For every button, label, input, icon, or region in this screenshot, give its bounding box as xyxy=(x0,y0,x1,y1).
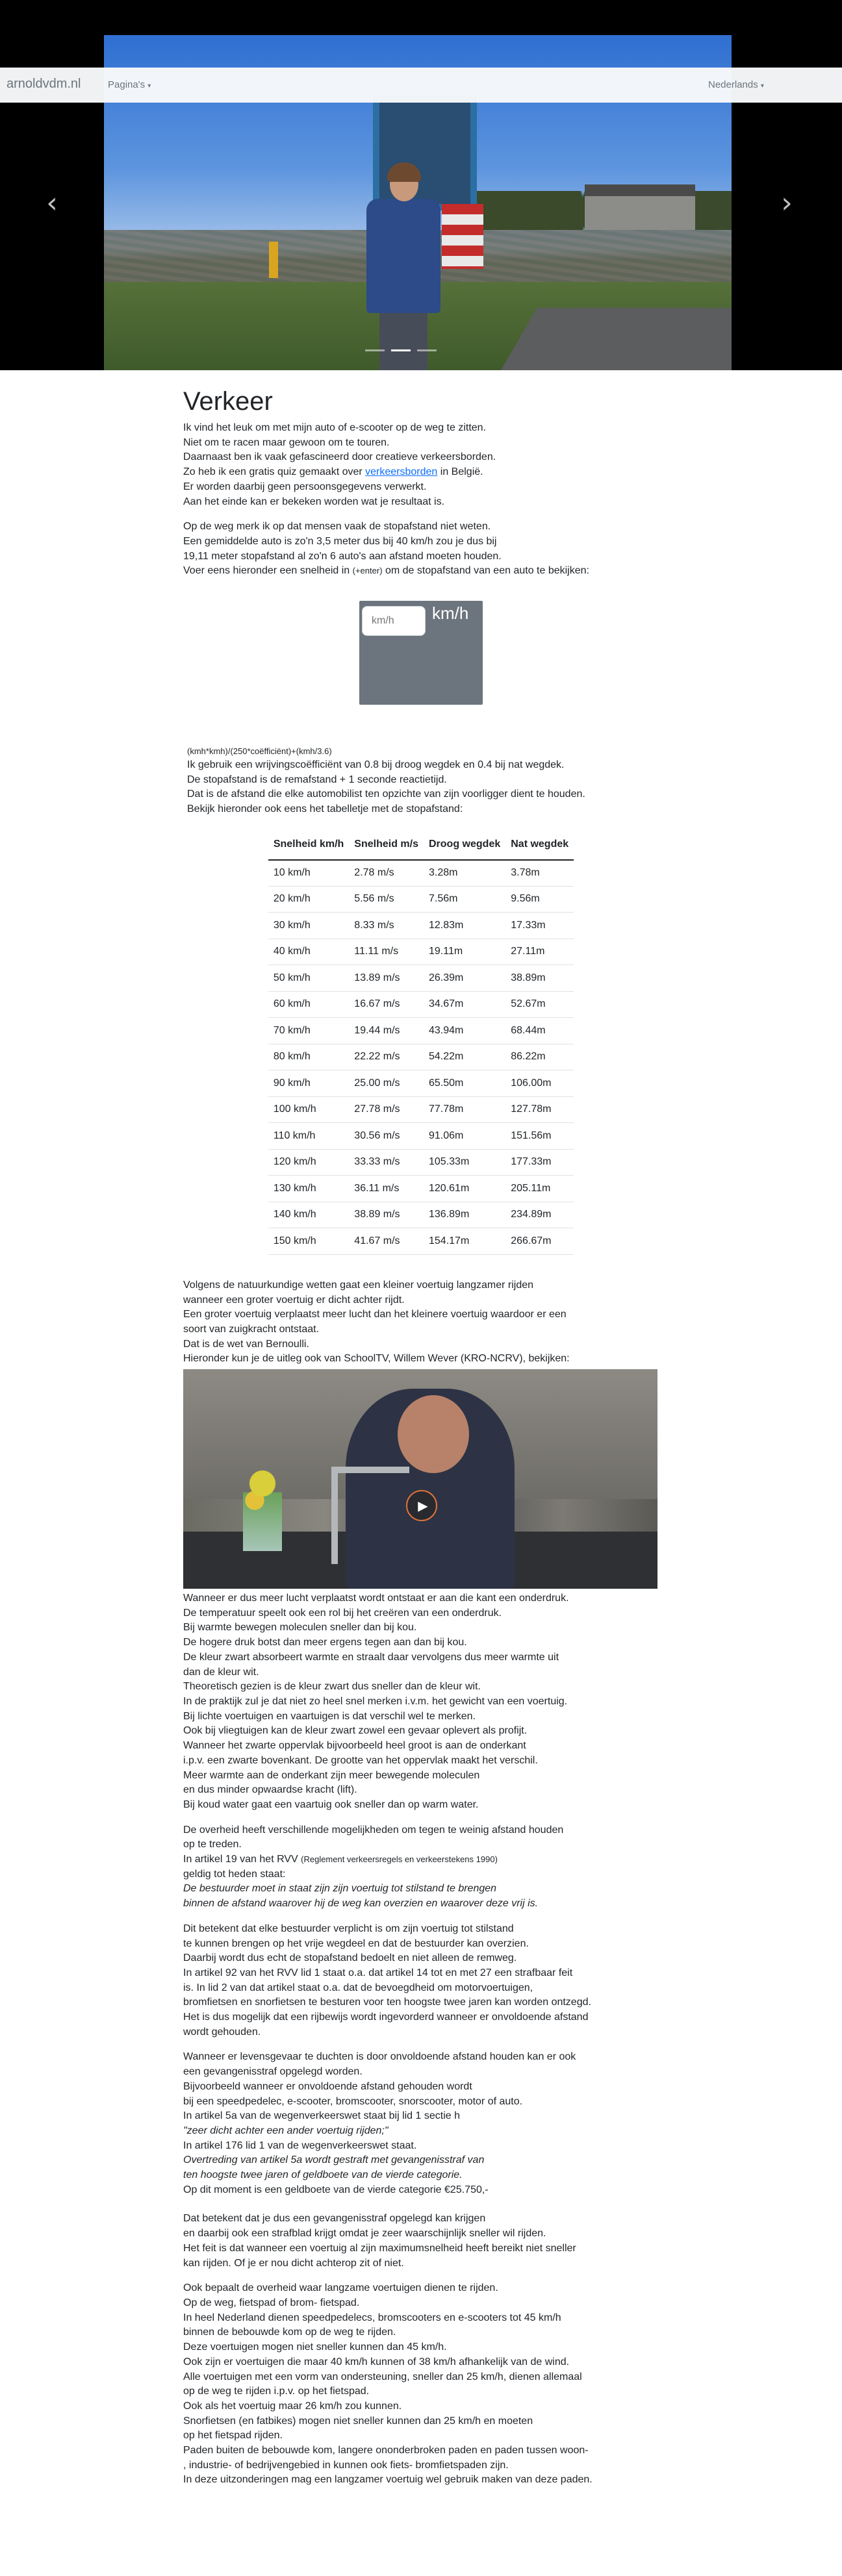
table-row xyxy=(268,1123,574,1150)
text-line: Ook als het voertuig maar 26 km/h zou kunnen. xyxy=(183,2400,402,2412)
column-header: Snelheid km/h xyxy=(268,830,349,860)
table-cell: 7.56m xyxy=(424,886,505,913)
table-row xyxy=(268,886,574,913)
table-row xyxy=(268,1202,574,1228)
video-tap-graphic xyxy=(331,1467,409,1473)
table-row xyxy=(268,1096,574,1123)
house-graphic xyxy=(585,184,695,230)
text-line: Meer warmte aan de onderkant zijn meer bewegende moleculen xyxy=(183,1769,480,1781)
table-cell: 130 km/h xyxy=(268,1176,349,1202)
text-line: Ook zijn er voertuigen die maar 40 km/h kunnen of 38 km/h afhankelijk van de wind. xyxy=(183,2356,570,2368)
text-line: Volgens de natuurkundige wetten gaat een kleiner voertuig langzamer rijden xyxy=(183,1279,534,1291)
text-line: en daarbij ook een strafblad krijgt omdat je zeer waarschijnlijk sneller wil rijden. xyxy=(183,2228,546,2240)
table-cell: 65.50m xyxy=(424,1070,505,1097)
text-line: bromfietsen en snorfietsen te besturen voor ten hoogste twee jaren kan worden ontzegd. xyxy=(183,1997,591,2008)
navbar xyxy=(0,68,842,103)
table-cell: 41.67 m/s xyxy=(349,1228,424,1255)
intro-paragraph xyxy=(183,421,659,509)
text-line: Op de weg merk ik op dat mensen vaak de stopafstand niet weten. xyxy=(183,521,491,533)
text-line: De temperatuur speelt ook een rol bij het creëren van een onderdruk. xyxy=(183,1607,502,1619)
table-cell: 43.94m xyxy=(424,1018,505,1044)
text-line: In heel Nederland dienen speedpedelecs, bromscooters en e-scooters tot 45 km/h xyxy=(183,2312,561,2323)
table-cell: 3.28m xyxy=(424,860,505,887)
text-line: In deze uitzonderingen mag een langzamer voertuig wel gebruik maken van deze paden. xyxy=(183,2474,593,2486)
meaning-paragraph xyxy=(183,1922,659,2040)
text-line: bij een speedpedelec, e-scooter, bromscooter, snorscooter, motor of auto. xyxy=(183,2095,523,2107)
table-cell: 106.00m xyxy=(505,1070,574,1097)
text-line: is. In lid 2 van dat artikel staat o.a. dat de bevoegdheid om motorvoertuigen, xyxy=(183,1982,533,1993)
text-line: De overheid heeft verschillende mogelijkheden om tegen te weinig afstand houden xyxy=(183,1824,564,1836)
table-cell: 80 km/h xyxy=(268,1044,349,1070)
hero-carousel xyxy=(0,0,842,370)
text-line: geldig tot heden staat: xyxy=(183,1868,286,1880)
text-span: om de stopafstand van een auto te bekijken: xyxy=(382,565,589,577)
table-cell: 3.78m xyxy=(505,860,574,887)
text-span: In artikel 19 van het RVV xyxy=(183,1854,301,1865)
text-line: De hogere druk botst dan meer ergens tegen aan dan bij kou. xyxy=(183,1637,467,1648)
table-cell: 105.33m xyxy=(424,1149,505,1176)
law-quote: De bestuurder moet in staat zijn zijn voertuig tot stilstand te brengen xyxy=(183,1883,497,1895)
text-line: Bijvoorbeeld wanneer er onvoldoende afstand gehouden wordt xyxy=(183,2080,472,2092)
text-line: Er worden daarbij geen persoonsgegevens verwerkt. xyxy=(183,481,427,492)
red-white-sign-graphic xyxy=(442,204,483,269)
table-cell: 154.17m xyxy=(424,1228,505,1255)
caret-down-icon: ▾ xyxy=(760,82,764,90)
text-line: Dat is de afstand die elke automobilist ten opzichte van zijn voorligger dient te houden. xyxy=(187,789,585,800)
text-line: In artikel 92 van het RVV lid 1 staat o.a. dat artikel 14 tot en met 27 een strafbaar feit xyxy=(183,1967,573,1978)
text-line: Alle voertuigen met een vorm van ondersteuning, sneller dan 25 km/h, dienen allemaal xyxy=(183,2371,582,2382)
table-cell: 30 km/h xyxy=(268,913,349,939)
stop-intro-paragraph xyxy=(183,520,659,579)
text-line: i.p.v. een zwarte bovenkant. De grootte van het oppervlak maakt het verschil. xyxy=(183,1754,538,1766)
play-icon: ▶ xyxy=(418,1497,428,1513)
speed-unit-label: km/h xyxy=(432,603,469,624)
text-line: een gevangenisstraf opgelegd worden. xyxy=(183,2066,363,2078)
table-header-row xyxy=(268,830,574,860)
table-cell: 40 km/h xyxy=(268,939,349,965)
text-line: Niet om te racen maar gewoon om te touren. xyxy=(183,436,390,448)
text-span: Zo heb ik een gratis quiz gemaakt over xyxy=(183,466,366,478)
text-line: Dat is de wet van Bernoulli. xyxy=(183,1338,309,1350)
column-header: Nat wegdek xyxy=(505,830,574,860)
table-cell: 54.22m xyxy=(424,1044,505,1070)
table-cell: 140 km/h xyxy=(268,1202,349,1228)
play-button[interactable] xyxy=(406,1490,437,1521)
video-flowers-graphic xyxy=(243,1467,282,1551)
text-line: wanneer een groter voertuig er dicht achter rijdt. xyxy=(183,1294,405,1306)
text-line: Op dit moment is een geldboete van de vierde categorie €25.750,- xyxy=(183,2184,489,2195)
page-title: Verkeer xyxy=(183,387,273,416)
text-line: Een gemiddelde auto is zo'n 3,5 meter dus bij 40 km/h zou je dus bij xyxy=(183,535,497,547)
text-line: Theoretisch gezien is de kleur zwart dus sneller dan de kleur wit. xyxy=(183,1681,481,1693)
text-line: In artikel 5a van de wegenverkeerswet staat bij lid 1 sectie h xyxy=(183,2110,461,2122)
table-cell: 2.78 m/s xyxy=(349,860,424,887)
consequence-paragraph xyxy=(183,2212,659,2271)
table-row xyxy=(268,1228,574,1255)
table-cell: 68.44m xyxy=(505,1018,574,1044)
carousel-indicator[interactable] xyxy=(417,349,437,351)
formula-text: (kmh*kmh)/(250*coëfficiënt)+(kmh/3.6) xyxy=(187,746,332,757)
text-line: Deze voertuigen mogen niet sneller kunnen dan 45 km/h. xyxy=(183,2342,447,2353)
text-line: Dat betekent dat je dus een gevangenisstraf opgelegd kan krijgen xyxy=(183,2213,486,2225)
text-line: Bekijk hieronder ook eens het tabelletje met de stopafstand: xyxy=(187,803,463,815)
brand-link[interactable]: arnoldvdm.nl xyxy=(6,77,81,91)
person-body-graphic xyxy=(366,199,440,313)
table-cell: 205.11m xyxy=(505,1176,574,1202)
table-row xyxy=(268,860,574,887)
stop-distance-calculator xyxy=(359,601,483,705)
table-cell: 26.39m xyxy=(424,965,505,992)
text-line: Bij warmte bewegen moleculen sneller dan bij kou. xyxy=(183,1622,417,1634)
table-cell: 52.67m xyxy=(505,991,574,1018)
video-face-graphic xyxy=(398,1395,469,1473)
table-cell: 19.44 m/s xyxy=(349,1018,424,1044)
law-quote: binnen de afstand waarover hij de weg kan overzien en waarover deze vrij is. xyxy=(183,1898,539,1910)
speed-prompt-line xyxy=(183,564,659,579)
text-line: De kleur zwart absorbeert warmte en straalt daar vervolgens dus meer warmte uit xyxy=(183,1651,559,1663)
table-cell: 17.33m xyxy=(505,913,574,939)
carousel-indicator[interactable] xyxy=(365,349,385,351)
text-line: Wanneer het zwarte oppervlak bijvoorbeeld heel groot is aan de onderkant xyxy=(183,1740,526,1752)
law-paragraph xyxy=(183,1823,659,1912)
text-line: In de praktijk zul je dat niet zo heel snel merken i.v.m. het gewicht van een voertuig. xyxy=(183,1695,568,1707)
stop-distance-table xyxy=(268,830,574,1255)
table-cell: 127.78m xyxy=(505,1096,574,1123)
text-line: In artikel 176 lid 1 van de wegenverkeerswet staat. xyxy=(183,2140,417,2151)
carousel-indicators xyxy=(365,349,437,351)
table-cell: 27.11m xyxy=(505,939,574,965)
table-cell: 90 km/h xyxy=(268,1070,349,1097)
table-row xyxy=(268,1070,574,1097)
table-cell: 25.00 m/s xyxy=(349,1070,424,1097)
law-quote: "zeer dicht achter een ander voertuig rijden;" xyxy=(183,2125,389,2136)
table-row xyxy=(268,1018,574,1044)
text-line: Bij koud water gaat een vaartuig ook sneller dan op warm water. xyxy=(183,1799,479,1810)
text-line: en dus minder opwaardse kracht (lift). xyxy=(183,1784,357,1796)
table-cell: 120 km/h xyxy=(268,1149,349,1176)
text-line: dan de kleur wit. xyxy=(183,1666,259,1678)
text-line: Op de weg, fietspad of brom- fietspad. xyxy=(183,2297,360,2308)
text-line: , industrie- of bedrijvengebied in kunnen ook fiets- bromfietspaden zijn. xyxy=(183,2459,509,2471)
table-cell: 22.22 m/s xyxy=(349,1044,424,1070)
slow-vehicles-paragraph xyxy=(183,2281,659,2488)
pages-dropdown-label: Pagina's xyxy=(108,79,146,90)
caret-down-icon: ▾ xyxy=(147,82,151,90)
video-player[interactable] xyxy=(183,1369,657,1589)
text-span: in België. xyxy=(437,466,483,478)
text-line: Bij lichte voertuigen en vaartuigen is dat verschil wel te merken. xyxy=(183,1710,476,1722)
table-cell: 36.11 m/s xyxy=(349,1176,424,1202)
text-line: 19,11 meter stopafstand al zo'n 6 auto's aan afstand moeten houden. xyxy=(183,550,502,562)
text-line: Ook bij vliegtuigen kan de kleur zwart zowel een gevaar oplevert als profijt. xyxy=(183,1725,528,1737)
traffic-sign-graphic xyxy=(373,96,477,210)
law-quote: ten hoogste twee jaren of geldboete van de vierde categorie. xyxy=(183,2169,463,2181)
text-line: op te treden. xyxy=(183,1839,242,1850)
table-cell: 234.89m xyxy=(505,1202,574,1228)
carousel-indicator-active[interactable] xyxy=(391,349,411,351)
text-line: Het feit is dat wanneer een voertuig al zijn maximumsnelheid heeft bereikt niet sneller xyxy=(183,2242,576,2254)
table-row xyxy=(268,939,574,965)
text-line: Paden buiten de bebouwde kom, langere ononderbroken paden en paden tussen woon- xyxy=(183,2445,589,2456)
table-cell: 60 km/h xyxy=(268,991,349,1018)
column-header: Droog wegdek xyxy=(424,830,505,860)
text-line: op de weg te rijden i.p.v. op het fietspad. xyxy=(183,2386,370,2397)
table-cell: 77.78m xyxy=(424,1096,505,1123)
table-cell: 30.56 m/s xyxy=(349,1123,424,1150)
column-header: Snelheid m/s xyxy=(349,830,424,860)
article xyxy=(183,386,659,2498)
language-dropdown[interactable] xyxy=(708,79,764,90)
text-line: kan rijden. Of je er nou dicht achterop zit of niet. xyxy=(183,2257,404,2269)
text-line: Ook bepaalt de overheid waar langzame voertuigen dienen te rijden. xyxy=(183,2282,498,2294)
table-cell: 38.89m xyxy=(505,965,574,992)
danger-paragraph xyxy=(183,2050,659,2197)
table-cell: 9.56m xyxy=(505,886,574,913)
text-line: Een groter voertuig verplaatst meer lucht dan het kleinere voertuig waardoor er een xyxy=(183,1309,567,1320)
text-line: wordt gehouden. xyxy=(183,2026,261,2038)
table-cell: 5.56 m/s xyxy=(349,886,424,913)
person-legs-graphic xyxy=(379,308,427,370)
text-line: Hieronder kun je de uitleg ook van SchoolTV, Willem Wever (KRO-NCRV), bekijken: xyxy=(183,1353,570,1365)
chevron-right-icon: › xyxy=(781,186,793,220)
table-row xyxy=(268,1149,574,1176)
text-line: Snorfietsen (en fatbikes) mogen niet sneller kunnen dan 25 km/h en moeten xyxy=(183,2415,533,2427)
chevron-left-icon: ‹ xyxy=(46,186,58,220)
table-row xyxy=(268,1044,574,1070)
text-line: Ik vind het leuk om met mijn auto of e-scooter op de weg te zitten. xyxy=(183,422,487,433)
table-cell: 16.67 m/s xyxy=(349,991,424,1018)
text-line: op het fietspad rijden. xyxy=(183,2430,283,2442)
table-cell: 12.83m xyxy=(424,913,505,939)
bernoulli-paragraph xyxy=(183,1278,659,1367)
yellow-post-graphic xyxy=(269,242,278,278)
quiz-link[interactable]: verkeersborden xyxy=(365,466,438,478)
table-cell: 100 km/h xyxy=(268,1096,349,1123)
speed-input[interactable] xyxy=(362,606,426,636)
table-cell: 120.61m xyxy=(424,1176,505,1202)
law-quote: Overtreding van artikel 5a wordt gestraft met gevangenisstraf van xyxy=(183,2154,485,2166)
text-line: Dit betekent dat elke bestuurder verplicht is om zijn voertuig tot stilstand xyxy=(183,1923,514,1934)
text-line: Daarbij wordt dus echt de stopafstand bedoelt en niet alleen de remweg. xyxy=(183,1952,517,1964)
table-cell: 38.89 m/s xyxy=(349,1202,424,1228)
enter-hint: (+enter) xyxy=(352,566,383,576)
table-cell: 10 km/h xyxy=(268,860,349,887)
table-cell: 110 km/h xyxy=(268,1123,349,1150)
video-tap-graphic xyxy=(331,1467,338,1564)
text-line: Het is dus mogelijk dat een rijbewijs wordt ingevorderd wanneer er onvoldoende afstand xyxy=(183,2012,589,2023)
table-cell: 13.89 m/s xyxy=(349,965,424,992)
table-cell: 151.56m xyxy=(505,1123,574,1150)
table-cell: 50 km/h xyxy=(268,965,349,992)
table-row xyxy=(268,913,574,939)
table-cell: 86.22m xyxy=(505,1044,574,1070)
text-span: Voer eens hieronder een snelheid in xyxy=(183,565,353,577)
table-cell: 34.67m xyxy=(424,991,505,1018)
table-cell: 266.67m xyxy=(505,1228,574,1255)
table-cell: 177.33m xyxy=(505,1149,574,1176)
quiz-line xyxy=(183,465,659,480)
language-dropdown-label: Nederlands xyxy=(708,79,758,90)
table-row xyxy=(268,1176,574,1202)
rvv-full-name: (Reglement verkeersregels en verkeerstekens 1990) xyxy=(301,1854,498,1865)
text-line: soort van zuigkracht ontstaat. xyxy=(183,1323,319,1335)
table-cell: 8.33 m/s xyxy=(349,913,424,939)
table-row xyxy=(268,965,574,992)
text-line: Ik gebruik een wrijvingscoëfficiënt van 0.8 bij droog wegdek en 0.4 bij nat wegdek. xyxy=(187,759,565,771)
table-cell: 11.11 m/s xyxy=(349,939,424,965)
table-cell: 27.78 m/s xyxy=(349,1096,424,1123)
pressure-paragraph xyxy=(183,1591,659,1813)
text-line: te kunnen brengen op het vrije wegdeel en dat de bestuurder kan overzien. xyxy=(183,1938,529,1949)
formula-paragraph xyxy=(183,745,659,817)
table-cell: 70 km/h xyxy=(268,1018,349,1044)
text-line: binnen de bebouwde kom op de weg te rijden. xyxy=(183,2327,396,2338)
table-cell: 136.89m xyxy=(424,1202,505,1228)
text-line: Wanneer er levensgevaar te duchten is door onvoldoende afstand houden kan er ook xyxy=(183,2051,576,2063)
text-line: Wanneer er dus meer lucht verplaatst wordt ontstaat er aan die kant een onderdruk. xyxy=(183,1593,569,1604)
table-cell: 91.06m xyxy=(424,1123,505,1150)
table-cell: 33.33 m/s xyxy=(349,1149,424,1176)
table-cell: 19.11m xyxy=(424,939,505,965)
table-cell: 20 km/h xyxy=(268,886,349,913)
text-line: Daarnaast ben ik vaak gefascineerd door creatieve verkeersborden. xyxy=(183,451,496,463)
text-line: Aan het einde kan er bekeken worden wat je resultaat is. xyxy=(183,496,445,507)
rvv-line xyxy=(183,1852,659,1867)
table-row xyxy=(268,991,574,1018)
pages-dropdown[interactable] xyxy=(108,79,151,90)
text-line: De stopafstand is de remafstand + 1 seconde reactietijd. xyxy=(187,774,447,785)
table-cell: 150 km/h xyxy=(268,1228,349,1255)
